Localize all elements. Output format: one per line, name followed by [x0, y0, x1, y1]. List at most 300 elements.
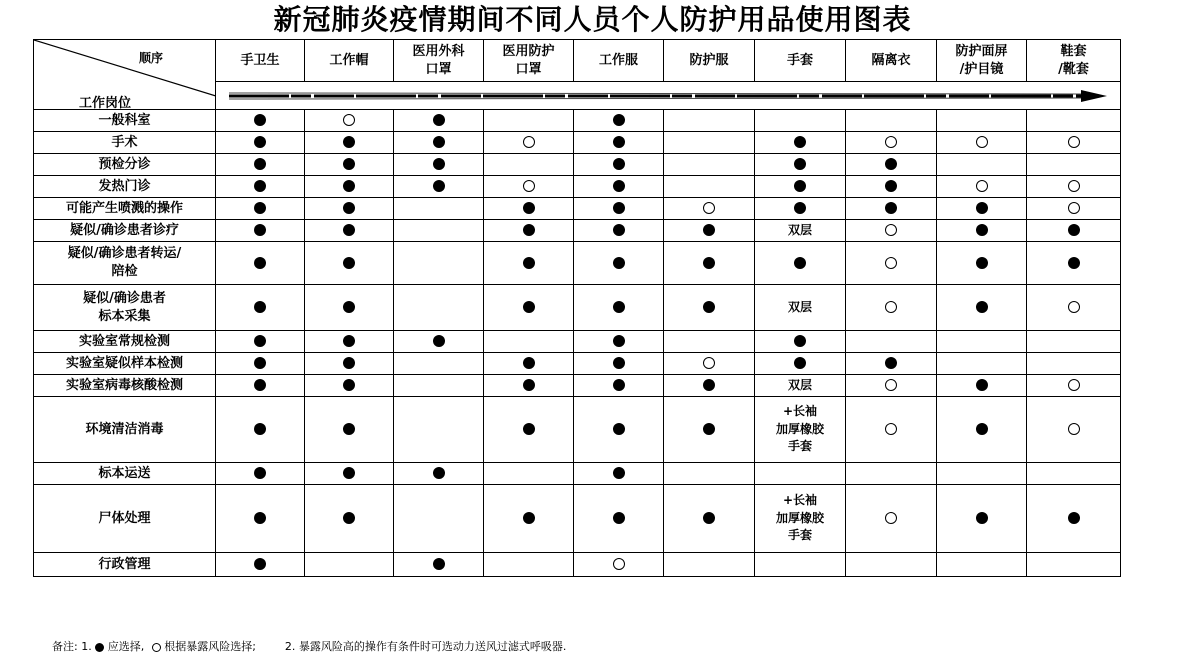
ppe-cell	[484, 154, 574, 176]
position-label: 疑似/确诊患者诊疗	[70, 222, 179, 238]
ppe-cell	[216, 463, 305, 485]
ppe-cell	[937, 331, 1027, 353]
ppe-cell	[216, 198, 305, 220]
ppe-cell	[394, 132, 484, 154]
ppe-cell	[216, 110, 305, 132]
filled-dot-icon	[613, 158, 625, 170]
position-cell	[34, 485, 216, 553]
ppe-cell	[1027, 198, 1121, 220]
ppe-cell	[574, 353, 664, 375]
ppe-cell	[574, 285, 664, 331]
ppe-cell	[484, 198, 574, 220]
ppe-cell	[305, 331, 394, 353]
filled-dot-icon	[976, 257, 988, 269]
filled-dot-icon	[343, 301, 355, 313]
footnote-prefix: 备注: 1.	[52, 640, 92, 653]
filled-dot-icon	[885, 158, 897, 170]
column-header-text: 口罩	[515, 61, 542, 77]
filled-dot-icon	[433, 467, 445, 479]
ppe-cell	[937, 176, 1027, 198]
column-header	[574, 40, 664, 82]
ppe-cell	[305, 220, 394, 242]
filled-dot-icon	[976, 224, 988, 236]
cell-text: 双层	[787, 377, 812, 392]
ppe-cell	[216, 220, 305, 242]
ppe-cell	[305, 353, 394, 375]
hollow-circle-icon	[885, 423, 897, 435]
filled-dot-icon	[523, 301, 535, 313]
ppe-cell	[1027, 485, 1121, 553]
column-header-text: 手套	[786, 52, 813, 68]
hollow-circle-icon	[703, 202, 715, 214]
position-cell	[34, 375, 216, 397]
ppe-cell	[1027, 353, 1121, 375]
ppe-cell	[846, 353, 937, 375]
ppe-cell	[755, 285, 846, 331]
filled-dot-icon	[703, 512, 715, 524]
ppe-cell	[305, 463, 394, 485]
ppe-cell	[846, 463, 937, 485]
filled-dot-icon	[976, 423, 988, 435]
column-header	[484, 40, 574, 82]
ppe-cell	[846, 198, 937, 220]
ppe-cell	[394, 198, 484, 220]
filled-dot-icon	[613, 357, 625, 369]
ppe-cell	[305, 397, 394, 463]
filled-dot-icon	[523, 512, 535, 524]
ppe-cell	[574, 110, 664, 132]
column-header	[846, 40, 937, 82]
ppe-cell	[664, 242, 755, 285]
hollow-circle-icon	[885, 301, 897, 313]
filled-dot-icon	[1068, 224, 1080, 236]
ppe-cell	[755, 331, 846, 353]
hollow-circle-icon	[613, 558, 625, 570]
filled-dot-icon	[703, 224, 715, 236]
position-label: 预检分诊	[98, 156, 151, 172]
ppe-cell	[664, 353, 755, 375]
ppe-cell	[755, 375, 846, 397]
filled-dot-icon	[613, 423, 625, 435]
filled-dot-icon	[613, 257, 625, 269]
ppe-cell	[664, 110, 755, 132]
ppe-cell	[216, 375, 305, 397]
footnote-item2: 2. 暴露风险高的操作有条件时可选动力送风过滤式呼吸器.	[284, 640, 567, 653]
position-cell	[34, 331, 216, 353]
cell-text: +长袖 加厚橡胶 手套	[775, 404, 824, 454]
ppe-cell	[305, 485, 394, 553]
ppe-cell	[1027, 397, 1121, 463]
position-cell	[34, 285, 216, 331]
filled-dot-icon	[703, 257, 715, 269]
table-row	[34, 331, 1121, 353]
filled-dot-icon	[343, 257, 355, 269]
ppe-cell	[755, 553, 846, 577]
filled-dot-icon	[794, 158, 806, 170]
hollow-circle-icon	[1068, 180, 1080, 192]
position-cell	[34, 220, 216, 242]
column-header-text: /靴套	[1058, 61, 1089, 77]
position-label: 行政管理	[98, 556, 151, 572]
ppe-cell	[484, 242, 574, 285]
ppe-cell	[664, 553, 755, 577]
hollow-circle-icon	[523, 180, 535, 192]
table-row	[34, 220, 1121, 242]
ppe-cell	[484, 485, 574, 553]
filled-dot-icon	[976, 512, 988, 524]
position-cell	[34, 132, 216, 154]
corner-header	[34, 40, 216, 110]
table-row	[34, 154, 1121, 176]
ppe-cell	[394, 154, 484, 176]
ppe-cell	[394, 110, 484, 132]
filled-dot-icon	[343, 467, 355, 479]
ppe-table	[33, 39, 1121, 577]
ppe-cell	[755, 220, 846, 242]
column-header-text: 防护面屏	[955, 43, 1008, 59]
hollow-circle-icon	[885, 512, 897, 524]
footnote-required: 应选择,	[107, 640, 145, 653]
ppe-cell	[574, 220, 664, 242]
ppe-cell	[216, 242, 305, 285]
ppe-cell	[574, 331, 664, 353]
ppe-cell	[937, 285, 1027, 331]
ppe-cell	[216, 132, 305, 154]
ppe-cell	[305, 132, 394, 154]
ppe-cell	[305, 375, 394, 397]
filled-dot-icon	[254, 301, 266, 313]
position-label: 尸体处理	[98, 510, 151, 526]
ppe-cell	[937, 485, 1027, 553]
filled-dot-icon	[433, 335, 445, 347]
ppe-cell	[394, 220, 484, 242]
ppe-cell	[846, 285, 937, 331]
ppe-cell	[216, 353, 305, 375]
filled-dot-icon	[254, 335, 266, 347]
ppe-cell	[574, 463, 664, 485]
ppe-cell	[394, 397, 484, 463]
ppe-cell	[1027, 375, 1121, 397]
filled-dot-icon	[613, 467, 625, 479]
hollow-circle-icon	[152, 643, 161, 652]
ppe-cell	[664, 220, 755, 242]
filled-dot-icon	[613, 202, 625, 214]
ppe-cell	[664, 375, 755, 397]
column-header	[755, 40, 846, 82]
hollow-circle-icon	[976, 180, 988, 192]
sequence-arrow-icon	[221, 88, 1116, 104]
ppe-cell	[305, 154, 394, 176]
ppe-cell	[394, 353, 484, 375]
footnote	[52, 638, 566, 654]
column-header-text: /护目镜	[959, 61, 1004, 77]
position-cell	[34, 110, 216, 132]
filled-dot-icon	[976, 202, 988, 214]
ppe-cell	[755, 485, 846, 553]
ppe-cell	[937, 353, 1027, 375]
filled-dot-icon	[254, 114, 266, 126]
position-label: 疑似/确诊患者	[83, 290, 166, 306]
ppe-cell	[484, 285, 574, 331]
ppe-cell	[1027, 110, 1121, 132]
filled-dot-icon	[613, 224, 625, 236]
ppe-cell	[755, 110, 846, 132]
hollow-circle-icon	[703, 357, 715, 369]
ppe-cell	[1027, 176, 1121, 198]
ppe-cell	[664, 331, 755, 353]
filled-dot-icon	[523, 357, 535, 369]
ppe-cell	[305, 198, 394, 220]
filled-dot-icon	[976, 301, 988, 313]
filled-dot-icon	[613, 180, 625, 192]
filled-dot-icon	[254, 379, 266, 391]
ppe-cell	[937, 154, 1027, 176]
position-label: 手术	[111, 134, 138, 150]
position-cell	[34, 553, 216, 577]
filled-dot-icon	[254, 180, 266, 192]
ppe-cell	[1027, 463, 1121, 485]
ppe-cell	[846, 331, 937, 353]
ppe-cell	[574, 485, 664, 553]
table-row	[34, 110, 1121, 132]
table-row	[34, 132, 1121, 154]
ppe-cell	[574, 397, 664, 463]
filled-dot-icon	[794, 257, 806, 269]
ppe-cell	[846, 553, 937, 577]
ppe-cell	[755, 242, 846, 285]
ppe-cell	[574, 553, 664, 577]
filled-dot-icon	[254, 467, 266, 479]
hollow-circle-icon	[1068, 379, 1080, 391]
table-row	[34, 375, 1121, 397]
column-header-text: 工作服	[598, 52, 638, 68]
sequence-arrow-cell	[216, 82, 1121, 110]
filled-dot-icon	[613, 379, 625, 391]
filled-dot-icon	[254, 158, 266, 170]
position-cell	[34, 242, 216, 285]
ppe-cell	[484, 353, 574, 375]
position-label: 一般科室	[98, 112, 151, 128]
column-header	[937, 40, 1027, 82]
table-row	[34, 485, 1121, 553]
ppe-cell	[574, 242, 664, 285]
column-header-text: 医用防护	[502, 43, 555, 59]
position-label: 实验室病毒核酸检测	[65, 377, 183, 393]
filled-dot-icon	[613, 335, 625, 347]
cell-text: +长袖 加厚橡胶 手套	[775, 493, 824, 543]
hollow-circle-icon	[1068, 136, 1080, 148]
ppe-cell	[394, 553, 484, 577]
filled-dot-icon	[613, 114, 625, 126]
ppe-cell	[484, 375, 574, 397]
position-label: 疑似/确诊患者转运/	[67, 246, 182, 262]
filled-dot-icon	[523, 257, 535, 269]
corner-position-label: 工作岗位	[79, 96, 132, 111]
filled-dot-icon	[433, 114, 445, 126]
ppe-cell	[846, 485, 937, 553]
ppe-cell	[216, 285, 305, 331]
ppe-cell	[846, 154, 937, 176]
filled-dot-icon	[794, 180, 806, 192]
hollow-circle-icon	[885, 224, 897, 236]
hollow-circle-icon	[343, 114, 355, 126]
ppe-cell	[1027, 132, 1121, 154]
ppe-cell	[846, 110, 937, 132]
ppe-cell	[755, 397, 846, 463]
ppe-cell	[755, 154, 846, 176]
ppe-cell	[394, 463, 484, 485]
table-row	[34, 176, 1121, 198]
footnote-optional: 根据暴露风险选择;	[164, 640, 256, 653]
hollow-circle-icon	[976, 136, 988, 148]
ppe-cell	[755, 198, 846, 220]
ppe-cell	[1027, 553, 1121, 577]
ppe-cell	[484, 132, 574, 154]
ppe-cell	[846, 220, 937, 242]
ppe-cell	[846, 375, 937, 397]
filled-dot-icon	[254, 202, 266, 214]
ppe-cell	[755, 463, 846, 485]
hollow-circle-icon	[1068, 301, 1080, 313]
position-cell	[34, 463, 216, 485]
ppe-cell	[664, 285, 755, 331]
filled-dot-icon	[254, 136, 266, 148]
ppe-cell	[216, 485, 305, 553]
ppe-cell	[664, 154, 755, 176]
ppe-cell	[484, 110, 574, 132]
ppe-cell	[937, 375, 1027, 397]
position-label: 实验室常规检测	[78, 333, 170, 349]
position-cell	[34, 397, 216, 463]
position-label: 陪检	[111, 264, 138, 279]
ppe-cell	[305, 176, 394, 198]
column-header-text: 手卫生	[240, 52, 280, 68]
filled-dot-icon	[523, 224, 535, 236]
hollow-circle-icon	[885, 136, 897, 148]
filled-dot-icon	[613, 512, 625, 524]
ppe-cell	[574, 154, 664, 176]
ppe-cell	[305, 285, 394, 331]
filled-dot-icon	[433, 158, 445, 170]
hollow-circle-icon	[885, 379, 897, 391]
position-label: 环境清洁消毒	[85, 421, 164, 437]
ppe-cell	[216, 397, 305, 463]
hollow-circle-icon	[885, 257, 897, 269]
ppe-cell	[937, 463, 1027, 485]
table-row	[34, 553, 1121, 577]
position-cell	[34, 353, 216, 375]
ppe-cell	[664, 176, 755, 198]
column-header	[305, 40, 394, 82]
filled-dot-icon	[254, 257, 266, 269]
column-header	[216, 40, 305, 82]
filled-dot-icon	[343, 335, 355, 347]
filled-dot-icon	[343, 512, 355, 524]
column-header-text: 口罩	[425, 61, 452, 77]
ppe-cell	[664, 397, 755, 463]
ppe-cell	[394, 375, 484, 397]
filled-dot-icon	[794, 357, 806, 369]
filled-dot-icon	[794, 202, 806, 214]
filled-dot-icon	[794, 335, 806, 347]
position-label: 发热门诊	[98, 178, 151, 194]
ppe-cell	[937, 198, 1027, 220]
filled-dot-icon	[523, 202, 535, 214]
ppe-cell	[394, 485, 484, 553]
ppe-cell	[484, 397, 574, 463]
page-title: 新冠肺炎疫情期间不同人员个人防护用品使用图表	[273, 3, 912, 36]
ppe-cell	[846, 176, 937, 198]
position-label: 标本采集	[98, 308, 151, 324]
ppe-cell	[484, 220, 574, 242]
ppe-cell	[574, 176, 664, 198]
ppe-cell	[1027, 242, 1121, 285]
column-header-text: 隔离衣	[871, 52, 911, 68]
filled-dot-icon	[343, 136, 355, 148]
column-header	[394, 40, 484, 82]
ppe-cell	[937, 242, 1027, 285]
table-row	[34, 353, 1121, 375]
ppe-cell	[216, 154, 305, 176]
filled-dot-icon	[254, 512, 266, 524]
filled-dot-icon	[343, 379, 355, 391]
position-cell	[34, 198, 216, 220]
ppe-cell	[394, 176, 484, 198]
ppe-cell	[1027, 220, 1121, 242]
ppe-cell	[484, 553, 574, 577]
filled-dot-icon	[433, 180, 445, 192]
table-row	[34, 242, 1121, 285]
filled-dot-icon	[523, 423, 535, 435]
ppe-cell	[574, 198, 664, 220]
ppe-cell	[394, 285, 484, 331]
filled-dot-icon	[703, 379, 715, 391]
table-row	[34, 285, 1121, 331]
cell-text: 双层	[787, 299, 812, 314]
column-header-text: 防护服	[689, 52, 729, 68]
ppe-cell	[1027, 154, 1121, 176]
ppe-cell	[937, 553, 1027, 577]
filled-dot-icon	[254, 423, 266, 435]
filled-dot-icon	[523, 379, 535, 391]
filled-dot-icon	[1068, 257, 1080, 269]
filled-dot-icon	[433, 136, 445, 148]
filled-dot-icon	[343, 180, 355, 192]
ppe-cell	[664, 132, 755, 154]
ppe-cell	[846, 397, 937, 463]
hollow-circle-icon	[523, 136, 535, 148]
filled-dot-icon	[885, 180, 897, 192]
ppe-cell	[305, 242, 394, 285]
filled-dot-icon	[976, 379, 988, 391]
table-row	[34, 198, 1121, 220]
filled-dot-icon	[613, 136, 625, 148]
filled-dot-icon	[254, 357, 266, 369]
table-row	[34, 463, 1121, 485]
filled-dot-icon	[794, 136, 806, 148]
ppe-cell	[216, 331, 305, 353]
ppe-cell	[394, 331, 484, 353]
ppe-cell	[484, 176, 574, 198]
ppe-cell	[484, 331, 574, 353]
filled-dot-icon	[254, 224, 266, 236]
filled-dot-icon	[433, 558, 445, 570]
ppe-cell	[574, 375, 664, 397]
hollow-circle-icon	[1068, 202, 1080, 214]
ppe-cell	[755, 176, 846, 198]
ppe-cell	[937, 397, 1027, 463]
position-label: 标本运送	[98, 465, 151, 481]
